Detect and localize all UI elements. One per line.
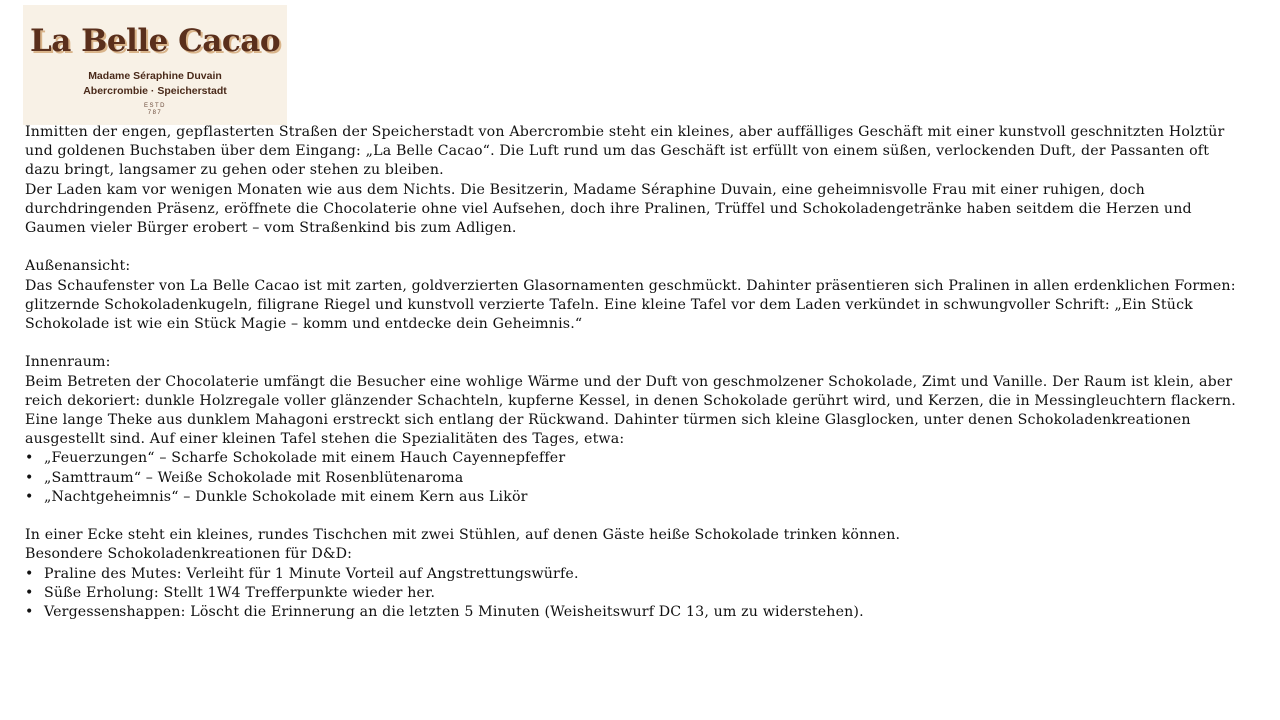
logo-shop-name: La Belle Cacao xyxy=(29,23,281,59)
exterior-paragraph: Das Schaufenster von La Belle Cacao ist mit zarten, goldverzierten Glasornamenten geschmückt. Dahinter präsentieren sich Pralinen in allen erdenklichen Formen: glitzernde Schokoladenkugeln, filigrane Riegel und kunstvoll verzierte Tafeln. Eine kleine Tafel vor dem Laden verkündet in schwungvoller Schrift: „Ein Stück Schokolade ist wie ein Stück Magie – komm und entdecke dein Geheimnis.“ xyxy=(25,277,1236,333)
exterior-heading: Außenansicht: xyxy=(25,258,131,275)
list-item xyxy=(25,565,1240,584)
counter-paragraph: Eine lange Theke aus dunklem Mahagoni erstreckt sich entlang der Rückwand. Dahinter türmen sich kleine Glasglocken, unter denen Schokoladenkreationen ausgestellt sind. Auf einer kleinen Tafel stehen die Spezialitäten des Tages, etwa: xyxy=(25,412,1191,448)
list-item-text: „Feuerzungen“ – Scharfe Schokolade mit einem Hauch Cayennepfeffer xyxy=(44,450,566,467)
paragraph-spacer xyxy=(25,238,1240,257)
list-item-text: „Nachtgeheimnis“ – Dunkle Schokolade mit einem Kern aus Likör xyxy=(44,488,528,505)
specials-list xyxy=(25,449,1240,507)
list-item-text: Praline des Mutes: Verleiht für 1 Minute Vorteil auf Angstrettungswürfe. xyxy=(44,565,579,582)
list-item-text: Vergessenshappen: Löscht die Erinnerung an die letzten 5 Minuten (Weisheitswurf DC 13, um zu widerstehen). xyxy=(44,604,864,621)
bullet-icon: • xyxy=(25,450,34,467)
dnd-heading: Besondere Schokoladenkreationen für D&D: xyxy=(25,546,353,563)
logo-location: Abercrombie · Speicherstadt xyxy=(83,85,227,97)
intro-paragraph: Inmitten der engen, gepflasterten Straßen der Speicherstadt von Abercrombie steht ein kleines, aber auffälliges Geschäft mit einer kunstvoll geschnitzten Holztür und goldenen Buchstaben über dem Eingang: „La Belle Cacao“. Die Luft rund um das Geschäft ist erfüllt von einem süßen, verlockenden Duft, der Passanten oft dazu bringt, langsamer zu gehen oder stehen zu bleiben. xyxy=(25,124,1225,179)
dnd-items-list xyxy=(25,565,1240,623)
list-item-text: „Samttraum“ – Weiße Schokolade mit Rosenblütenaroma xyxy=(44,469,464,486)
interior-paragraph: Beim Betreten der Chocolaterie umfängt die Besucher eine wohlige Wärme und der Duft von geschmolzener Schokolade, Zimt und Vanille. Der Raum ist klein, aber reich dekoriert: dunkle Holzregale voller glänzender Schachteln, kupferne Kessel, in denen Schokolade gerührt wird, und Kerzen, die in Messingleuchtern flackern. xyxy=(25,373,1236,409)
logo-estd-label: ESTD xyxy=(143,103,166,109)
paragraph-spacer xyxy=(25,507,1240,526)
list-item xyxy=(25,449,1240,468)
bullet-icon: • xyxy=(25,565,34,582)
list-item xyxy=(25,469,1240,488)
shop-logo xyxy=(23,5,287,125)
bullet-icon: • xyxy=(25,584,34,601)
list-item xyxy=(25,603,1240,622)
bullet-icon: • xyxy=(25,488,34,505)
document-body xyxy=(25,123,1240,622)
interior-heading: Innenraum: xyxy=(25,354,111,371)
paragraph-spacer xyxy=(25,334,1240,353)
bullet-icon: • xyxy=(25,469,34,486)
corner-paragraph: In einer Ecke steht ein kleines, rundes Tischchen mit zwei Stühlen, auf denen Gäste heiße Schokolade trinken können. xyxy=(25,527,901,544)
bullet-icon: • xyxy=(25,604,34,621)
list-item-text: Süße Erholung: Stellt 1W4 Trefferpunkte wieder her. xyxy=(44,584,436,601)
history-paragraph: Der Laden kam vor wenigen Monaten wie aus dem Nichts. Die Besitzerin, Madame Séraphine Duvain, eine geheimnisvolle Frau mit einer ruhigen, doch durchdringenden Präsenz, eröffnete die Chocolaterie ohne viel Aufsehen, doch ihre Pralinen, Trüffel und Schokoladengetränke haben seitdem die Herzen und Gaumen vieler Bürger erobert – vom Straßenkind bis zum Adligen. xyxy=(25,181,1192,237)
logo-owner: Madame Séraphine Duvain xyxy=(88,70,222,82)
list-item xyxy=(25,488,1240,507)
logo-estd-year: 787 xyxy=(147,110,163,116)
list-item xyxy=(25,584,1240,603)
